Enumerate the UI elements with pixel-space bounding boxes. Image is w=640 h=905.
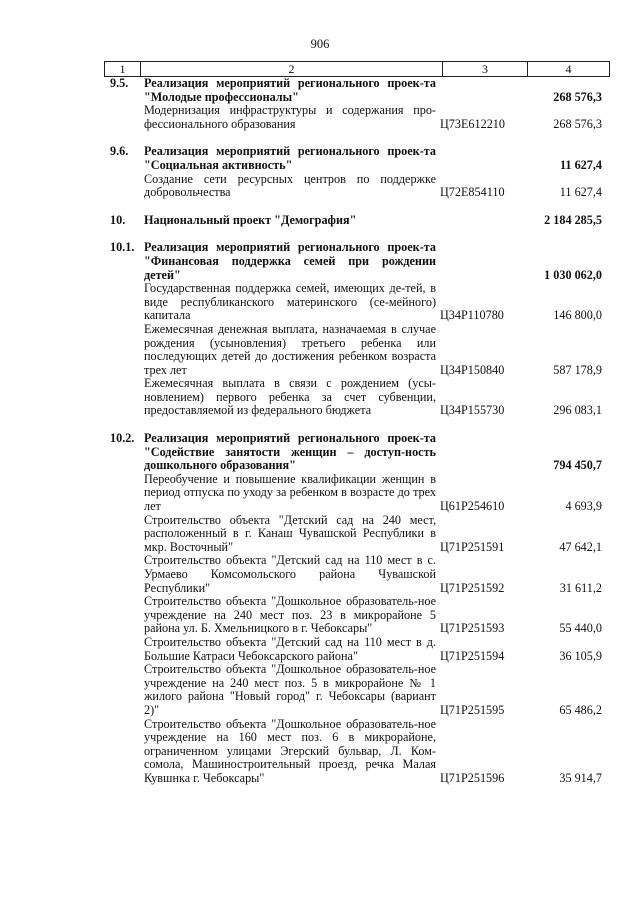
table-header: [104, 61, 610, 77]
table-row: [104, 377, 608, 418]
table-row: [104, 595, 608, 636]
table-row: [104, 145, 608, 172]
row-description: Создание сети ресурсных центров по поддержке добровольчества: [144, 171, 436, 200]
row-number: 10.: [110, 212, 126, 227]
row-code: Ц71Р251591: [440, 539, 505, 554]
row-code: Ц73Е612210: [440, 116, 505, 131]
row-description: Переобучение и повышение квалификации женщин в период отпуска по уходу за ребенком в возрасте до трех лет: [144, 471, 436, 514]
row-description: Строительство объекта "Дошкольное образователь-ное учреждение на 240 мест поз. 5 в микрорайоне № 1 жилого района "Новый город" г. Чебоксары (вариант 2)": [144, 662, 436, 717]
row-amount: 2 184 285,5: [544, 212, 602, 227]
row-amount: 36 105,9: [559, 648, 602, 663]
table-row: [104, 554, 608, 595]
table-row: [104, 323, 608, 377]
row-description: Государственная поддержка семей, имеющих де-тей, в виде республиканского материнского (се-мейного) капитала: [144, 281, 436, 323]
row-description: Ежемесячная денежная выплата, назначаемая в случае рождения (усыновления) третьего ребенка или последующих детей до достижения ребенком возраста трех лет: [144, 321, 436, 377]
table-row: [104, 77, 608, 104]
table-row: [104, 473, 608, 514]
table-row: [104, 173, 608, 200]
row-code: Ц61Р254610: [440, 499, 505, 514]
table-row: [104, 663, 608, 717]
row-code: Ц34Р150840: [440, 362, 505, 377]
row-amount: 11 627,4: [560, 157, 602, 172]
row-amount: 31 611,2: [559, 580, 602, 595]
table-row: [104, 282, 608, 323]
row-description: Строительство объекта "Детский сад на 110 мест в с. Урмаево Комсомольского района Чувашской Республики": [144, 553, 436, 595]
row-number: 9.6.: [110, 144, 129, 159]
row-code: Ц34Р155730: [440, 403, 505, 418]
row-description: Модернизация инфраструктуры и содержания про-фессионального образования: [144, 103, 436, 131]
row-description: Национальный проект "Демография": [144, 212, 357, 227]
table-row: [104, 636, 608, 663]
page-number: 906: [310, 37, 330, 51]
row-code: Ц71Р251594: [440, 648, 505, 663]
row-code: Ц71Р251596: [440, 770, 505, 785]
row-number: 10.1.: [110, 240, 135, 255]
table-row: [104, 104, 608, 131]
row-amount: 47 642,1: [559, 539, 602, 554]
table-row: [104, 214, 608, 228]
row-description: Строительство объекта "Дошкольное образователь-ное учреждение на 240 мест поз. 23 в микрорайоне 5 района ул. Б. Хмельницкого в г. Чебоксары": [144, 594, 436, 636]
table-row: [104, 718, 608, 786]
header-col-2: 2: [141, 62, 443, 76]
row-amount: 587 178,9: [553, 362, 602, 377]
row-description: Строительство объекта "Дошкольное образователь-ное учреждение на 160 мест поз. 6 в микрорайоне, ограниченном улицами Эгерский бульвар, Л. Ком-сомола, Машиностроительный проезд, речка Малая Кувшнка г. Чебоксары": [144, 716, 436, 785]
header-col-3: 3: [443, 62, 528, 76]
table-row: [104, 514, 608, 555]
table-row: [104, 432, 608, 473]
row-description: Ежемесячная выплата в связи с рождением (усы-новлением) первого ребенка за счет субвенции, предоставляемой из федерального бюджета: [144, 376, 436, 418]
row-amount: 268 576,3: [553, 116, 602, 131]
row-description: Строительство объекта "Детский сад на 240 мест, расположенный в г. Канаш Чувашской Республики в мкр. Восточный": [144, 512, 436, 554]
row-amount: 794 450,7: [553, 458, 602, 473]
table-row: [104, 241, 608, 282]
row-description: Реализация мероприятий регионального проек-та "Социальная активность": [144, 144, 436, 172]
row-amount: 296 083,1: [553, 403, 602, 418]
row-description: Реализация мероприятий регионального проек-та "Финансовая поддержка семей при рождении детей": [144, 240, 436, 282]
row-number: 10.2.: [110, 431, 135, 446]
row-amount: 35 914,7: [559, 770, 602, 785]
row-amount: 11 627,4: [559, 185, 602, 200]
row-amount: 55 440,0: [559, 621, 602, 636]
row-code: Ц72Е854110: [440, 185, 505, 200]
header-col-4: 4: [565, 62, 572, 76]
row-code: Ц34Р110780: [440, 308, 504, 323]
row-description: Реализация мероприятий регионального проек-та "Молодые профессионалы": [144, 76, 436, 104]
row-description: Реализация мероприятий регионального проек-та "Содействие занятости женщин – доступ-ность дошкольного образования": [144, 431, 436, 473]
header-col-1: 1: [105, 62, 141, 76]
row-amount: 65 486,2: [559, 702, 602, 717]
row-code: Ц71Р251592: [440, 580, 505, 595]
budget-table-body: [104, 77, 608, 786]
row-amount: 268 576,3: [553, 89, 602, 104]
row-code: Ц71Р251595: [440, 702, 505, 717]
row-number: 9.5.: [110, 76, 129, 90]
row-code: Ц71Р251593: [440, 621, 505, 636]
row-amount: 4 693,9: [565, 499, 602, 514]
row-amount: 146 800,0: [553, 308, 602, 323]
row-amount: 1 030 062,0: [544, 267, 602, 282]
row-description: Строительство объекта "Детский сад на 110 мест в д. Большие Катраси Чебоксарского района": [144, 634, 436, 663]
